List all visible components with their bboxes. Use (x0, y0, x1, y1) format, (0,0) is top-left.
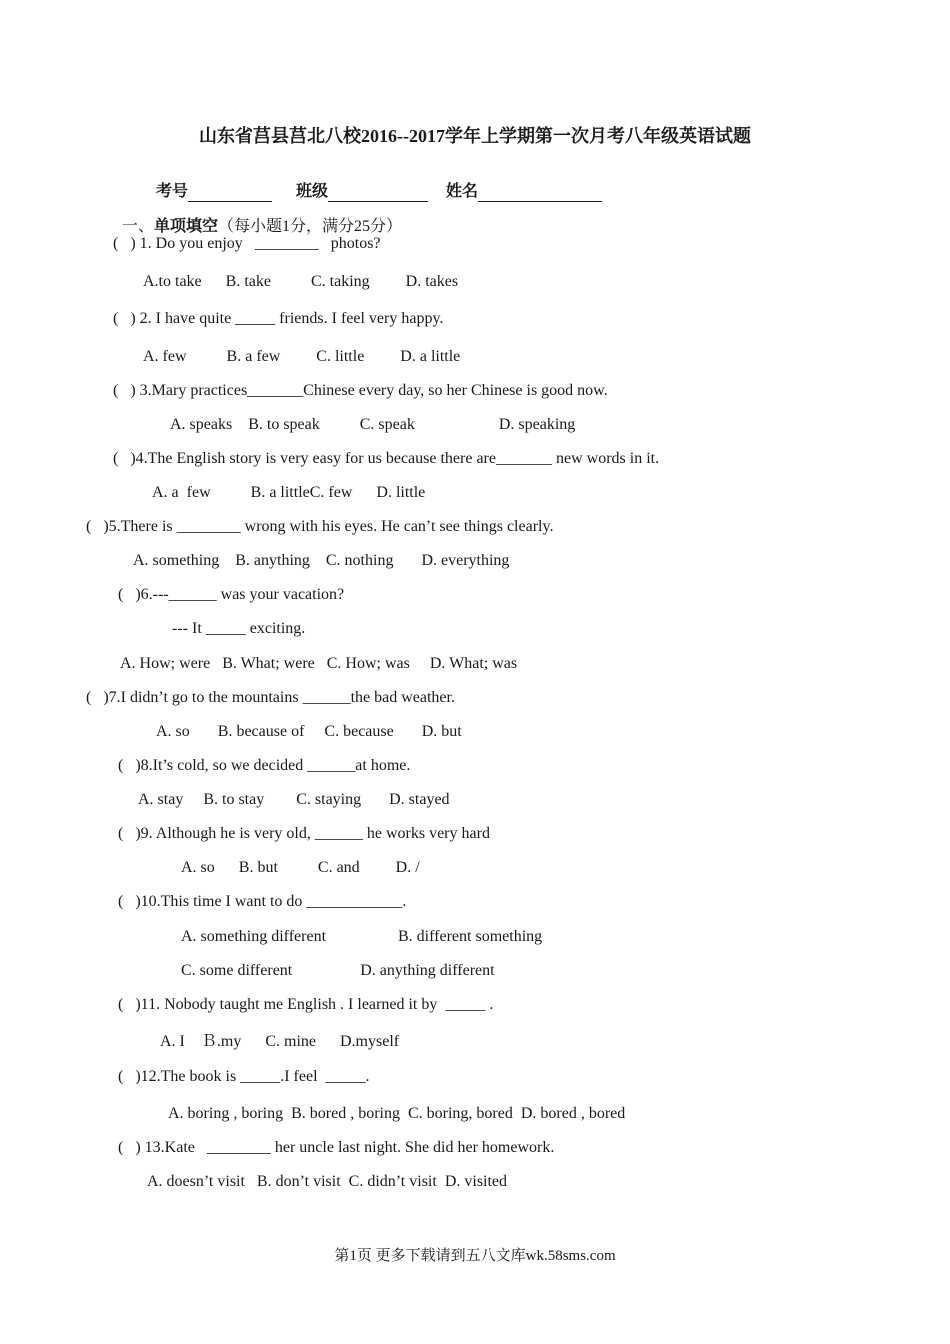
question-11-options: A. I Ｂ.my C. mine D.myself (160, 1033, 400, 1050)
section-note: （每小题1分，满分25分） (218, 218, 403, 235)
question-5-options: A. something B. anything C. nothing D. everything (133, 552, 510, 569)
question-10: ( )10.This time I want to do ____________. (118, 893, 407, 910)
question-6: ( )6.---______ was your vacation? (118, 586, 345, 603)
exam-number-label: 考号 (156, 183, 189, 200)
exam-info-row (148, 162, 602, 202)
question-12: ( )12.The book is _____.I feel _____. (118, 1068, 370, 1085)
name-label: 姓名 (446, 183, 479, 200)
class-label: 班级 (296, 183, 329, 200)
question-7-options: A. so B. because of C. because D. but (156, 723, 462, 740)
question-3-options: A. speaks B. to speak C. speak D. speaking (170, 416, 576, 433)
question-6-options: A. How; were B. What; were C. How; was D. What; was (120, 655, 518, 672)
question-13: ( ) 13.Kate ________ her uncle last night. She did her homework. (118, 1139, 555, 1156)
question-1-options: A.to take B. take C. taking D. takes (143, 273, 459, 290)
question-12-options: A. boring , boring B. bored , boring C. boring, bored D. bored , bored (168, 1105, 626, 1122)
question-4-options: A. a few B. a littleC. few D. little (152, 484, 426, 501)
question-10-options-row2: C. some different D. anything different (181, 962, 495, 979)
section-number: 一、 (122, 218, 155, 235)
section-title: 单项填空 (154, 218, 219, 235)
section-heading (114, 197, 402, 237)
name-blank (478, 185, 602, 202)
question-11: ( )11. Nobody taught me English . I learned it by _____ . (118, 996, 494, 1013)
question-10-options-row1: A. something different B. different something (181, 928, 543, 945)
question-8: ( )8.It’s cold, so we decided ______at home. (118, 757, 411, 774)
question-1: ( ) 1. Do you enjoy ________ photos? (113, 235, 381, 252)
page-footer: 第1页 更多下载请到五八文库wk.58sms.com (334, 1248, 616, 1264)
page-title: 山东省莒县莒北八校2016--2017学年上学期第一次月考八年级英语试题 (199, 126, 751, 146)
question-2-options: A. few B. a few C. little D. a little (143, 348, 461, 365)
question-5: ( )5.There is ________ wrong with his eyes. He can’t see things clearly. (86, 518, 554, 535)
question-2: ( ) 2. I have quite _____ friends. I feel very happy. (113, 310, 444, 327)
question-13-options: A. doesn’t visit B. don’t visit C. didn’t visit D. visited (147, 1173, 508, 1190)
question-3: ( ) 3.Mary practices_______Chinese every day, so her Chinese is good now. (113, 382, 608, 399)
question-7: ( )7.I didn’t go to the mountains ______the bad weather. (86, 689, 455, 706)
question-6-dialogue: --- It _____ exciting. (172, 620, 306, 637)
question-9: ( )9. Although he is very old, ______ he works very hard (118, 825, 490, 842)
question-4: ( )4.The English story is very easy for us because there are_______ new words in it. (113, 450, 660, 467)
question-9-options: A. so B. but C. and D. / (181, 859, 420, 876)
question-8-options: A. stay B. to stay C. staying D. stayed (138, 791, 450, 808)
